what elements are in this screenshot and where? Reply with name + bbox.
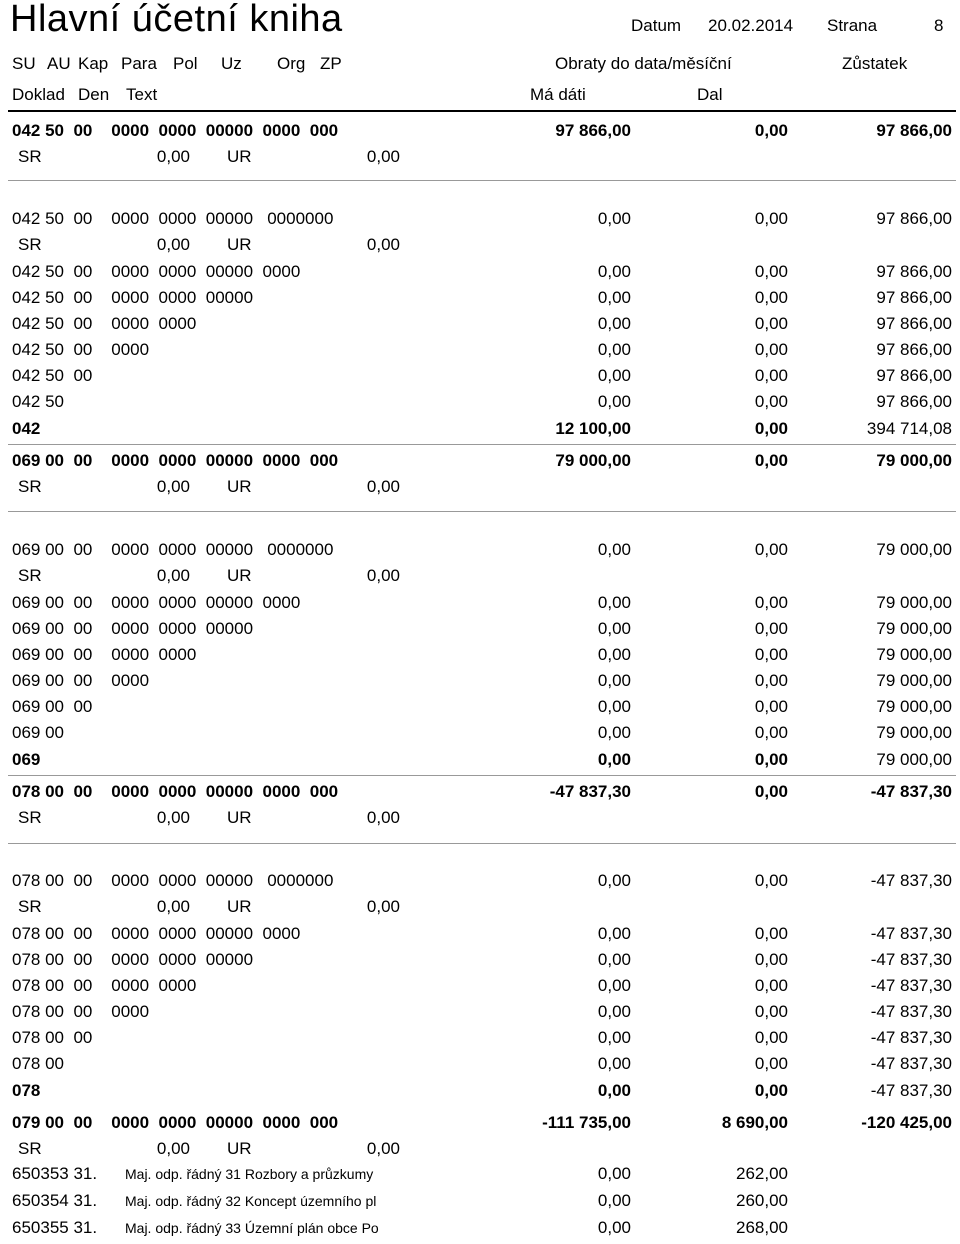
madati-value: 0,00	[597, 750, 631, 769]
zustatek-value: -47 837,30	[870, 1054, 952, 1073]
ledger-row	[0, 950, 960, 976]
account-code: 069 00 00 0000 0000 00000 0000 000	[12, 451, 339, 470]
madati-value: 0,00	[597, 540, 631, 559]
dal-value: 0,00	[754, 723, 788, 742]
col-madati: Má dáti	[530, 85, 586, 104]
ur-label: UR	[227, 477, 252, 496]
account-code: 078 00 00 0000 0000 00000 0000 000	[12, 782, 339, 801]
madati-value: 0,00	[597, 671, 631, 690]
account-code: 042 50 00 0000 0000	[12, 314, 197, 333]
sr-value: 0,00	[156, 897, 190, 916]
account-code: 042 50 00 0000 0000 00000 0000 000	[12, 121, 339, 140]
sr-ur-row	[0, 808, 960, 834]
dal-value: 0,00	[754, 924, 788, 943]
strana-label: Strana	[827, 16, 878, 35]
sr-label: SR	[18, 477, 42, 496]
zustatek-value: -47 837,30	[870, 924, 952, 943]
zustatek-value: 79 000,00	[876, 451, 952, 470]
dal-value: 0,00	[754, 366, 788, 385]
sr-label: SR	[18, 235, 42, 254]
sr-ur-row	[0, 1139, 960, 1165]
ur-label: UR	[227, 566, 252, 585]
doc-number: 650354 31.	[12, 1191, 98, 1210]
zustatek-value: 97 866,00	[876, 392, 952, 411]
madati-value: 0,00	[597, 593, 631, 612]
sr-value: 0,00	[156, 566, 190, 585]
account-code: 042 50 00 0000	[12, 340, 150, 359]
ur-label: UR	[227, 147, 252, 166]
ur-label: UR	[227, 808, 252, 827]
col-text: Text	[126, 85, 158, 104]
zustatek-value: -47 837,30	[870, 950, 952, 969]
ledger-row	[0, 1028, 960, 1054]
dal-value: 0,00	[754, 1028, 788, 1047]
dal-value: 260,00	[736, 1191, 788, 1210]
ur-value: 0,00	[366, 897, 400, 916]
doc-text: Maj. odp. řádný 32 Koncept územního pl	[125, 1193, 377, 1209]
account-code: 078 00 00 0000 0000 00000 0000	[12, 924, 301, 943]
madati-value: -47 837,30	[549, 782, 631, 801]
madati-value: 0,00	[597, 924, 631, 943]
account-code: 069 00 00 0000	[12, 671, 150, 690]
madati-value: 0,00	[597, 262, 631, 281]
dal-value: 0,00	[754, 392, 788, 411]
account-code: 069 00 00	[12, 697, 93, 716]
madati-value: 0,00	[597, 314, 631, 333]
zustatek-value: 79 000,00	[876, 697, 952, 716]
ur-value: 0,00	[366, 235, 400, 254]
dal-value: 0,00	[754, 419, 788, 438]
datum-label: Datum	[631, 16, 682, 35]
madati-value: 0,00	[597, 697, 631, 716]
col-uz: Uz	[221, 54, 242, 73]
dal-value: 0,00	[754, 697, 788, 716]
ur-value: 0,00	[366, 477, 400, 496]
ledger-row	[0, 924, 960, 950]
madati-value: -111 735,00	[542, 1113, 631, 1132]
zustatek-value: 79 000,00	[876, 723, 952, 742]
madati-value: 0,00	[597, 1054, 631, 1073]
ledger-row	[0, 419, 960, 445]
col-au: AU	[47, 54, 71, 73]
account-code: 069	[12, 750, 41, 769]
ledger-row	[0, 340, 960, 366]
ledger-row	[0, 540, 960, 566]
dal-value: 0,00	[754, 288, 788, 307]
dal-value: 0,00	[754, 262, 788, 281]
ledger-row	[0, 671, 960, 697]
ur-value: 0,00	[366, 566, 400, 585]
zustatek-value: 97 866,00	[876, 366, 952, 385]
dal-value: 0,00	[754, 671, 788, 690]
sr-label: SR	[18, 147, 42, 166]
ur-label: UR	[227, 1139, 252, 1158]
sr-label: SR	[18, 808, 42, 827]
ledger-row	[0, 1081, 960, 1107]
ledger-row	[0, 750, 960, 776]
zustatek-value: 79 000,00	[876, 750, 952, 769]
col-den: Den	[78, 85, 110, 104]
ledger-row	[0, 976, 960, 1002]
account-code: 069 00	[12, 723, 64, 742]
doc-text: Maj. odp. řádný 31 Rozbory a průzkumy	[125, 1166, 374, 1182]
ledger-row	[0, 392, 960, 418]
madati-value: 0,00	[597, 871, 631, 890]
madati-value: 0,00	[597, 392, 631, 411]
zustatek-value: -120 425,00	[861, 1113, 952, 1132]
account-code: 042	[12, 419, 41, 438]
dal-value: 0,00	[754, 976, 788, 995]
section-divider	[8, 843, 956, 844]
account-code: 078 00 00 0000 0000 00000	[12, 950, 254, 969]
zustatek-value: 79 000,00	[876, 671, 952, 690]
madati-value: 0,00	[597, 366, 631, 385]
ledger-row	[0, 1002, 960, 1028]
ur-value: 0,00	[366, 1139, 400, 1158]
document-row	[0, 1191, 960, 1217]
madati-value: 0,00	[597, 723, 631, 742]
ledger-row	[0, 723, 960, 749]
ledger-row	[0, 288, 960, 314]
account-code: 078 00 00 0000 0000	[12, 976, 197, 995]
col-zustatek: Zůstatek	[842, 54, 908, 73]
sr-ur-row	[0, 147, 960, 173]
sr-label: SR	[18, 566, 42, 585]
ledger-row	[0, 782, 960, 808]
account-code: 078 00 00 0000 0000 00000 0000000	[12, 871, 334, 890]
dal-value: 8 690,00	[721, 1113, 788, 1132]
madati-value: 0,00	[597, 950, 631, 969]
dal-value: 0,00	[754, 209, 788, 228]
sr-ur-row	[0, 897, 960, 923]
dal-value: 0,00	[754, 782, 788, 801]
dal-value: 0,00	[754, 451, 788, 470]
ledger-row	[0, 619, 960, 645]
ledger-row	[0, 262, 960, 288]
madati-value: 0,00	[597, 619, 631, 638]
ledger-row	[0, 871, 960, 897]
zustatek-value: -47 837,30	[870, 1081, 952, 1100]
ledger-row	[0, 314, 960, 340]
document-row	[0, 1164, 960, 1190]
sr-value: 0,00	[156, 1139, 190, 1158]
madati-value: 0,00	[597, 1002, 631, 1021]
madati-value: 0,00	[597, 1081, 631, 1100]
zustatek-value: 97 866,00	[876, 314, 952, 333]
ur-label: UR	[227, 897, 252, 916]
madati-value: 0,00	[597, 340, 631, 359]
madati-value: 0,00	[597, 976, 631, 995]
dal-value: 0,00	[754, 1054, 788, 1073]
ledger-row	[0, 121, 960, 147]
zustatek-value: 79 000,00	[876, 593, 952, 612]
dal-value: 0,00	[754, 121, 788, 140]
madati-value: 79 000,00	[555, 451, 631, 470]
ledger-row	[0, 593, 960, 619]
account-code: 078 00 00 0000	[12, 1002, 150, 1021]
madati-value: 0,00	[597, 645, 631, 664]
madati-value: 0,00	[597, 1164, 631, 1183]
ur-value: 0,00	[366, 808, 400, 827]
ledger-row	[0, 645, 960, 671]
col-org: Org	[277, 54, 306, 73]
dal-value: 0,00	[754, 540, 788, 559]
sr-ur-row	[0, 477, 960, 503]
madati-value: 12 100,00	[555, 419, 631, 438]
dal-value: 0,00	[754, 871, 788, 890]
ledger-row	[0, 451, 960, 477]
col-su: SU	[12, 54, 36, 73]
madati-value: 0,00	[597, 288, 631, 307]
madati-value: 97 866,00	[555, 121, 631, 140]
madati-value: 0,00	[597, 209, 631, 228]
zustatek-value: 97 866,00	[876, 288, 952, 307]
zustatek-value: 394 714,08	[866, 419, 952, 438]
account-code: 079 00 00 0000 0000 00000 0000 000	[12, 1113, 339, 1132]
col-doklad: Doklad	[12, 85, 65, 104]
zustatek-value: -47 837,30	[870, 1002, 952, 1021]
account-code: 069 00 00 0000 0000 00000	[12, 619, 254, 638]
account-code: 069 00 00 0000 0000 00000 0000	[12, 593, 301, 612]
col-pol: Pol	[173, 54, 198, 73]
ledger-row	[0, 697, 960, 723]
dal-value: 0,00	[754, 950, 788, 969]
zustatek-value: -47 837,30	[870, 871, 952, 890]
sr-label: SR	[18, 897, 42, 916]
col-dal: Dal	[697, 85, 723, 104]
madati-value: 0,00	[597, 1191, 631, 1210]
account-code: 042 50 00 0000 0000 00000 0000	[12, 262, 301, 281]
ur-label: UR	[227, 235, 252, 254]
header-divider	[8, 110, 956, 112]
strana-value: 8	[934, 16, 944, 35]
page-title: Hlavní účetní kniha	[10, 0, 343, 40]
sr-value: 0,00	[156, 808, 190, 827]
doc-number: 650355 31.	[12, 1218, 98, 1237]
zustatek-value: 79 000,00	[876, 645, 952, 664]
account-code: 078 00 00	[12, 1028, 93, 1047]
account-code: 069 00 00 0000 0000 00000 0000000	[12, 540, 334, 559]
dal-value: 0,00	[754, 340, 788, 359]
dal-value: 0,00	[754, 593, 788, 612]
ledger-row	[0, 366, 960, 392]
account-code: 042 50 00	[12, 366, 93, 385]
ledger-row	[0, 1113, 960, 1139]
doc-number: 650353 31.	[12, 1164, 98, 1183]
sr-ur-row	[0, 235, 960, 261]
ledger-row	[0, 209, 960, 235]
sr-value: 0,00	[156, 147, 190, 166]
datum-value: 20.02.2014	[708, 16, 794, 35]
ledger-row	[0, 1054, 960, 1080]
zustatek-value: 97 866,00	[876, 121, 952, 140]
dal-value: 0,00	[754, 750, 788, 769]
doc-text: Maj. odp. řádný 33 Územní plán obce Po	[125, 1220, 379, 1236]
dal-value: 262,00	[736, 1164, 788, 1183]
zustatek-value: 79 000,00	[876, 540, 952, 559]
dal-value: 0,00	[754, 1002, 788, 1021]
ur-value: 0,00	[366, 147, 400, 166]
zustatek-value: -47 837,30	[870, 976, 952, 995]
madati-value: 0,00	[597, 1218, 631, 1237]
section-divider	[8, 511, 956, 512]
sr-value: 0,00	[156, 477, 190, 496]
col-kap: Kap	[78, 54, 109, 73]
sr-value: 0,00	[156, 235, 190, 254]
zustatek-value: 79 000,00	[876, 619, 952, 638]
dal-value: 268,00	[736, 1218, 788, 1237]
account-code: 042 50 00 0000 0000 00000	[12, 288, 254, 307]
col-zp: ZP	[320, 54, 342, 73]
zustatek-value: 97 866,00	[876, 209, 952, 228]
dal-value: 0,00	[754, 645, 788, 664]
dal-value: 0,00	[754, 1081, 788, 1100]
sr-label: SR	[18, 1139, 42, 1158]
account-code: 078 00	[12, 1054, 64, 1073]
col-para: Para	[121, 54, 157, 73]
account-code: 078	[12, 1081, 41, 1100]
col-obraty: Obraty do data/měsíční	[555, 54, 732, 73]
dal-value: 0,00	[754, 619, 788, 638]
section-divider	[8, 180, 956, 181]
zustatek-value: 97 866,00	[876, 262, 952, 281]
sr-ur-row	[0, 566, 960, 592]
dal-value: 0,00	[754, 314, 788, 333]
madati-value: 0,00	[597, 1028, 631, 1047]
account-code: 042 50 00 0000 0000 00000 0000000	[12, 209, 334, 228]
zustatek-value: -47 837,30	[870, 782, 952, 801]
zustatek-value: 97 866,00	[876, 340, 952, 359]
zustatek-value: -47 837,30	[870, 1028, 952, 1047]
document-row	[0, 1218, 960, 1244]
account-code: 069 00 00 0000 0000	[12, 645, 197, 664]
account-code: 042 50	[12, 392, 64, 411]
